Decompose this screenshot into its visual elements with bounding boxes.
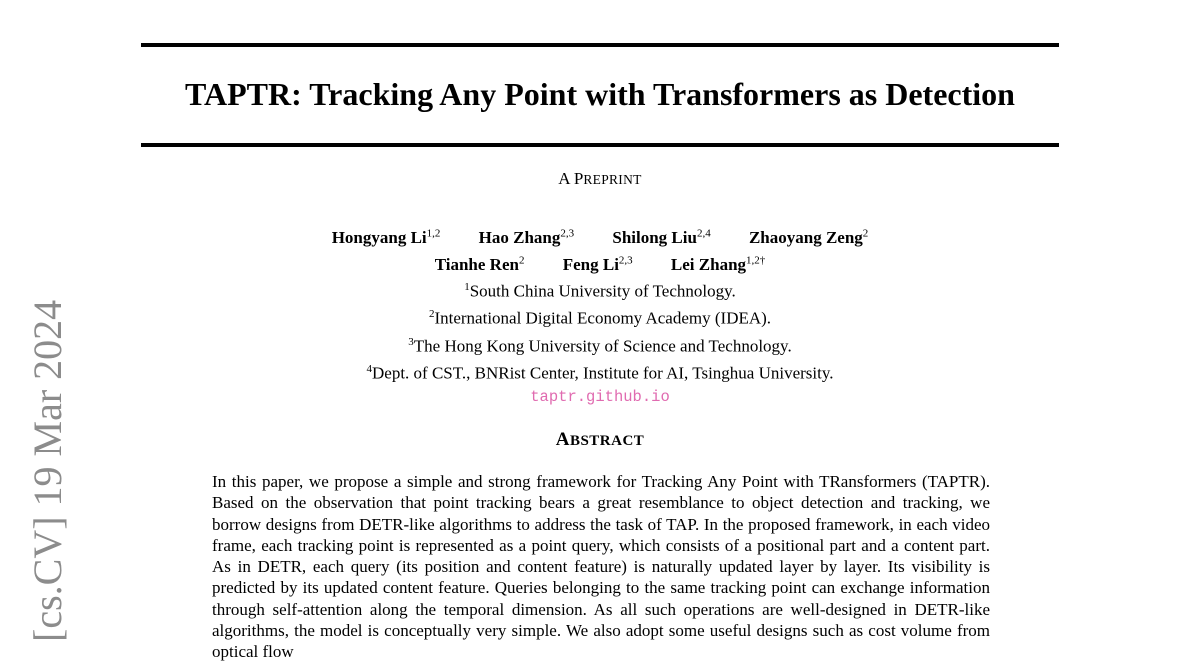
author-feng-li: Feng Li$^{2,3}$	[562, 254, 633, 274]
author-tianhe-ren: Tianhe Ren$^2$	[434, 254, 525, 274]
title-rule-top	[141, 43, 1059, 47]
affiliation-1: $^1$South China University of Technology.	[464, 281, 736, 301]
affiliation-4: $^4$Dept. of CST., BNRist Center, Institute for AI, Tsinghua University.	[366, 362, 834, 383]
affiliation-2: $^2$International Digital Economy Academy (IDEA).	[428, 308, 772, 329]
project-link-row	[141, 385, 1059, 409]
abstract-body	[212, 471, 990, 663]
author-lei-zhang: Lei Zhang$^{1,2\dagger}$	[670, 254, 766, 274]
arxiv-sidebar	[20, 300, 76, 648]
project-link[interactable]: taptr.github.io	[530, 387, 670, 406]
preprint-label-rest: REPRINT	[583, 172, 642, 187]
title-rule-bottom	[141, 143, 1059, 147]
author-zhaoyang-zeng: Zhaoyang Zeng$^2$	[748, 227, 869, 247]
author-shilong-liu: Shilong Liu$^{2,4}$	[612, 227, 711, 247]
paper-title: TAPTR: Tracking Any Point with Transformers as Detection	[185, 76, 1015, 112]
preprint-label	[141, 168, 1059, 191]
abstract-heading: ABSTRACT	[555, 429, 645, 450]
author-line-2	[141, 249, 1059, 276]
author-line-1	[141, 222, 1059, 249]
abstract-paragraph: In this paper, we propose a simple and strong framework for Tracking Any Point with TRansformers (TAPTR). Based on the observation that point tracking bears a great resemblance to object detection and tracking, we borrow designs from DETR-like algorithms to address the task of TAP. In the proposed framework, in each video frame, each tracking point is represented as a point query, which consists of a positional part and a content part. As in DETR, each query (its position and content feature) is naturally updated layer by layer. Its visibility is predicted by its updated content feature. Queries belonging to the same tracking point can exchange information through self-attention along the temporal dimension. As all such operations are well-designed in DETR-like algorithms, the model is conceptually very simple. We also adopt some useful designs such as cost volume from optical flow	[212, 472, 990, 662]
affiliation-3: $^3$The Hong Kong University of Science and Technology.	[408, 335, 792, 356]
author-hao-zhang: Hao Zhang$^{2,3}$	[478, 227, 575, 247]
author-hongyang-li: Hongyang Li$^{1,2}$	[331, 227, 441, 247]
author-block	[141, 222, 1059, 408]
arxiv-stamp: [cs.CV] 19 Mar 2024	[25, 300, 70, 643]
preprint-label-first: A P	[558, 169, 584, 188]
